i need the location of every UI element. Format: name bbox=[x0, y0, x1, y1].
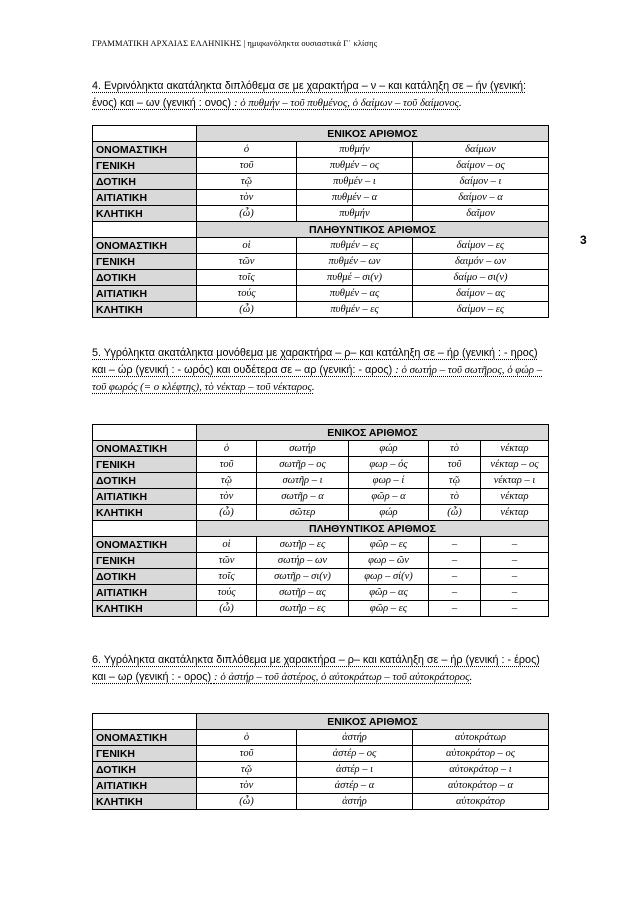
case-label: ΟΝΟΜΑΣΤΙΚΗ bbox=[93, 730, 197, 746]
table-row bbox=[93, 569, 549, 585]
table-row bbox=[93, 762, 549, 778]
form-cell: φῶρ – ες bbox=[349, 537, 429, 553]
article-cell: τοῦ bbox=[429, 457, 481, 473]
form-cell: ἀστέρ – ος bbox=[297, 746, 413, 762]
article-cell: οἱ bbox=[197, 238, 297, 254]
form-cell: σωτήρ bbox=[257, 441, 349, 457]
form-cell: σωτῆρ – σι(ν) bbox=[257, 569, 349, 585]
article-cell: τῷ bbox=[197, 174, 297, 190]
table-row bbox=[93, 794, 549, 810]
page-header: ΓΡΑΜΜΑΤΙΚΗ ΑΡΧΑΙΑΣ ΕΛΛΗΝΙΚΗΣ | ημιφωνόληκτα ουσιαστικά Γ΄ κλίσης bbox=[92, 38, 378, 48]
declension-table-5 bbox=[92, 424, 549, 617]
form-cell: πυθμέν – ες bbox=[297, 302, 413, 318]
form-cell: δαίμον – ι bbox=[413, 174, 549, 190]
case-label: ΓΕΝΙΚΗ bbox=[93, 254, 197, 270]
section-examples: : ὁ σωτήρ – τοῦ σωτῆρος, ὁ φώρ – τοῦ φωρός (= ο κλέφτης), τὸ νέκταρ – τοῦ νέκταρος. bbox=[92, 364, 543, 393]
form-cell: φῶρ – ες bbox=[349, 601, 429, 617]
form-cell: δαίμον – ες bbox=[413, 302, 549, 318]
form-cell: νέκταρ – ος bbox=[481, 457, 549, 473]
form-cell: πυθμέν – ος bbox=[297, 158, 413, 174]
article-cell: (ὦ) bbox=[197, 302, 297, 318]
form-cell: νέκταρ bbox=[481, 489, 549, 505]
form-cell: δαίμον – α bbox=[413, 190, 549, 206]
case-label: ΑΙΤΙΑΤΙΚΗ bbox=[93, 778, 197, 794]
article-cell: τῶν bbox=[197, 553, 257, 569]
empty-cell: – bbox=[481, 569, 549, 585]
article-cell: (ὦ) bbox=[197, 601, 257, 617]
form-cell: ἀστέρ – ι bbox=[297, 762, 413, 778]
article-cell: ὁ bbox=[197, 441, 257, 457]
table-row bbox=[93, 505, 549, 521]
article-cell: τῷ bbox=[197, 473, 257, 489]
singular-header: ΕΝΙΚΟΣ ΑΡΙΘΜΟΣ bbox=[197, 126, 549, 142]
form-cell: φῶρ – ας bbox=[349, 585, 429, 601]
form-cell: φωρ – ῶν bbox=[349, 553, 429, 569]
table-row bbox=[93, 473, 549, 489]
article-cell: τὸν bbox=[197, 489, 257, 505]
empty-cell: – bbox=[481, 537, 549, 553]
declension-table-6 bbox=[92, 713, 549, 810]
plural-header: ΠΛΗΘΥΝΤΙΚΟΣ ΑΡΙΘΜΟΣ bbox=[197, 222, 549, 238]
table-row bbox=[93, 441, 549, 457]
case-label: ΚΛΗΤΙΚΗ bbox=[93, 794, 197, 810]
empty-cell: – bbox=[481, 553, 549, 569]
form-cell: δαίμον – ες bbox=[413, 238, 549, 254]
section-heading-text: 6. Υγρόληκτα ακατάληκτα διπλόθεμα με χαρακτήρα – ρ– και κατάληξη σε – ήρ (γενική : - έρος) και – ωρ (γενική : - ορος) bbox=[92, 654, 540, 683]
case-label: ΓΕΝΙΚΗ bbox=[93, 553, 197, 569]
case-label: ΚΛΗΤΙΚΗ bbox=[93, 302, 197, 318]
section-examples: : ὁ πυθμήν – τοῦ πυθμένος, ὁ δαίμων – τοῦ δαίμονος. bbox=[233, 97, 462, 109]
section-6-heading bbox=[92, 652, 548, 686]
table-row bbox=[93, 730, 549, 746]
case-label: ΑΙΤΙΑΤΙΚΗ bbox=[93, 190, 197, 206]
form-cell: φῶρ – α bbox=[349, 489, 429, 505]
case-label: ΟΝΟΜΑΣΤΙΚΗ bbox=[93, 142, 197, 158]
form-cell: σωτῆρ – ος bbox=[257, 457, 349, 473]
form-cell: σωτῆρ – ας bbox=[257, 585, 349, 601]
case-label: ΓΕΝΙΚΗ bbox=[93, 746, 197, 762]
case-label: ΟΝΟΜΑΣΤΙΚΗ bbox=[93, 238, 197, 254]
table-row bbox=[93, 206, 549, 222]
form-cell: νέκταρ bbox=[481, 441, 549, 457]
form-cell: φώρ bbox=[349, 505, 429, 521]
form-cell: σωτῆρ – α bbox=[257, 489, 349, 505]
table-row bbox=[93, 142, 549, 158]
form-cell: σωτῆρ – ες bbox=[257, 601, 349, 617]
form-cell: δαίμον – ος bbox=[413, 158, 549, 174]
section-4-heading bbox=[92, 78, 548, 112]
table-row bbox=[93, 457, 549, 473]
singular-header: ΕΝΙΚΟΣ ΑΡΙΘΜΟΣ bbox=[197, 714, 549, 730]
form-cell: πυθμέν – ες bbox=[297, 238, 413, 254]
form-cell: φωρ – ί bbox=[349, 473, 429, 489]
form-cell: δαίμον – ας bbox=[413, 286, 549, 302]
page-number: 3 bbox=[580, 233, 587, 247]
form-cell: σωτῆρ – ες bbox=[257, 537, 349, 553]
article-cell: τὸν bbox=[197, 190, 297, 206]
article-cell: τοῦ bbox=[197, 746, 297, 762]
section-heading-text: 5. Υγρόληκτα ακατάληκτα μονόθεμα με χαρακτήρα – ρ– και κατάληξη σε – ήρ (γενική : - ηρος) και – ώρ (γενική : - ωρός) και ουδέτερα σε – αρ (γενική: - αρος) bbox=[92, 347, 538, 376]
form-cell: νέκταρ bbox=[481, 505, 549, 521]
case-label: ΑΙΤΙΑΤΙΚΗ bbox=[93, 489, 197, 505]
section-examples: : ὁ ἀστήρ – τοῦ ἀστέρος, ὁ αὐτοκράτωρ – τοῦ αὐτοκράτορος. bbox=[214, 671, 473, 683]
article-cell: τῷ bbox=[197, 762, 297, 778]
empty-cell: – bbox=[481, 601, 549, 617]
case-label: ΔΟΤΙΚΗ bbox=[93, 762, 197, 778]
article-cell: (ὦ) bbox=[429, 505, 481, 521]
case-label: ΟΝΟΜΑΣΤΙΚΗ bbox=[93, 537, 197, 553]
table-row bbox=[93, 238, 549, 254]
article-cell: τῷ bbox=[429, 473, 481, 489]
form-cell: ἀστέρ – α bbox=[297, 778, 413, 794]
article-cell: ὁ bbox=[197, 730, 297, 746]
empty-cell: – bbox=[429, 537, 481, 553]
form-cell: σωτῆρ – ι bbox=[257, 473, 349, 489]
form-cell: αὐτοκράτωρ bbox=[413, 730, 549, 746]
form-cell: πυθμέν – ων bbox=[297, 254, 413, 270]
form-cell: φώρ bbox=[349, 441, 429, 457]
article-cell: τοῦ bbox=[197, 457, 257, 473]
case-label: ΑΙΤΙΑΤΙΚΗ bbox=[93, 585, 197, 601]
singular-header: ΕΝΙΚΟΣ ΑΡΙΘΜΟΣ bbox=[197, 425, 549, 441]
table-row bbox=[93, 778, 549, 794]
table-row bbox=[93, 537, 549, 553]
form-cell: πυθμέν – ας bbox=[297, 286, 413, 302]
empty-cell: – bbox=[429, 601, 481, 617]
table-row bbox=[93, 746, 549, 762]
case-label: ΔΟΤΙΚΗ bbox=[93, 473, 197, 489]
table-row bbox=[93, 270, 549, 286]
plural-header: ΠΛΗΘΥΝΤΙΚΟΣ ΑΡΙΘΜΟΣ bbox=[197, 521, 549, 537]
form-cell: ἀστήρ bbox=[297, 730, 413, 746]
table-row bbox=[93, 158, 549, 174]
form-cell: δαῖμον bbox=[413, 206, 549, 222]
form-cell: δαιμόν – ων bbox=[413, 254, 549, 270]
form-cell: αὐτοκράτορ – α bbox=[413, 778, 549, 794]
form-cell: σῶτερ bbox=[257, 505, 349, 521]
case-label: ΚΛΗΤΙΚΗ bbox=[93, 601, 197, 617]
case-label: ΟΝΟΜΑΣΤΙΚΗ bbox=[93, 441, 197, 457]
article-cell: τοῦ bbox=[197, 158, 297, 174]
form-cell: πυθμήν bbox=[297, 206, 413, 222]
form-cell: πυθμήν bbox=[297, 142, 413, 158]
form-cell: αὐτοκράτορ – ι bbox=[413, 762, 549, 778]
section-heading-text: 4. Ενρινόληκτα ακατάληκτα διπλόθεμα σε με χαρακτήρα – ν – και κατάληξη σε – ήν (γενική: ένος) και – ων (γενική : ονος) bbox=[92, 80, 527, 109]
table-row bbox=[93, 553, 549, 569]
form-cell: φωρ – ός bbox=[349, 457, 429, 473]
empty-cell: – bbox=[481, 585, 549, 601]
table-row bbox=[93, 286, 549, 302]
article-cell: τῶν bbox=[197, 254, 297, 270]
form-cell: πυθμέν – ι bbox=[297, 174, 413, 190]
table-row bbox=[93, 174, 549, 190]
article-cell: τούς bbox=[197, 286, 297, 302]
article-cell: ὁ bbox=[197, 142, 297, 158]
table-row bbox=[93, 585, 549, 601]
case-label: ΑΙΤΙΑΤΙΚΗ bbox=[93, 286, 197, 302]
section-5-heading bbox=[92, 345, 548, 396]
case-label: ΓΕΝΙΚΗ bbox=[93, 158, 197, 174]
article-cell: (ὦ) bbox=[197, 505, 257, 521]
form-cell: δαίμων bbox=[413, 142, 549, 158]
form-cell: ἀστήρ bbox=[297, 794, 413, 810]
case-label: ΓΕΝΙΚΗ bbox=[93, 457, 197, 473]
table-row bbox=[93, 489, 549, 505]
article-cell: τὸ bbox=[429, 441, 481, 457]
case-label: ΔΟΤΙΚΗ bbox=[93, 270, 197, 286]
article-cell: τούς bbox=[197, 585, 257, 601]
article-cell: τὸν bbox=[197, 778, 297, 794]
case-label: ΚΛΗΤΙΚΗ bbox=[93, 505, 197, 521]
form-cell: νέκταρ – ι bbox=[481, 473, 549, 489]
empty-cell: – bbox=[429, 569, 481, 585]
empty-cell: – bbox=[429, 585, 481, 601]
form-cell: πυθμέ – σι(ν) bbox=[297, 270, 413, 286]
case-label: ΔΟΤΙΚΗ bbox=[93, 569, 197, 585]
form-cell: πυθμέν – α bbox=[297, 190, 413, 206]
table-row bbox=[93, 190, 549, 206]
form-cell: σωτήρ – ων bbox=[257, 553, 349, 569]
form-cell: αὐτοκράτορ – ος bbox=[413, 746, 549, 762]
form-cell: δαίμο – σι(ν) bbox=[413, 270, 549, 286]
article-cell: τοῖς bbox=[197, 270, 297, 286]
declension-table-4 bbox=[92, 125, 549, 318]
table-row bbox=[93, 254, 549, 270]
table-row bbox=[93, 302, 549, 318]
article-cell: (ὦ) bbox=[197, 206, 297, 222]
case-label: ΚΛΗΤΙΚΗ bbox=[93, 206, 197, 222]
article-cell: οἱ bbox=[197, 537, 257, 553]
article-cell: (ὦ) bbox=[197, 794, 297, 810]
article-cell: τὸ bbox=[429, 489, 481, 505]
form-cell: φωρ – σί(ν) bbox=[349, 569, 429, 585]
case-label: ΔΟΤΙΚΗ bbox=[93, 174, 197, 190]
table-row bbox=[93, 601, 549, 617]
article-cell: τοῖς bbox=[197, 569, 257, 585]
empty-cell: – bbox=[429, 553, 481, 569]
form-cell: αὐτοκράτορ bbox=[413, 794, 549, 810]
